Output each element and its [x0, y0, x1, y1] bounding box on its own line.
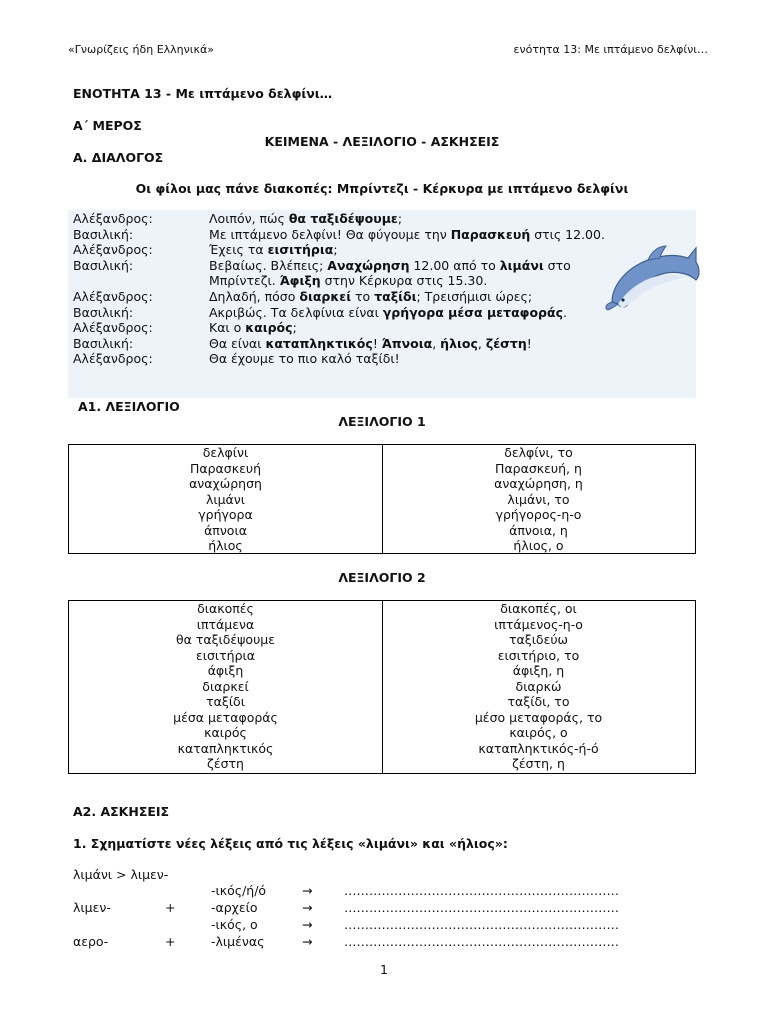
vocab1-table: [68, 444, 696, 554]
suffix: -ικός, ο: [211, 917, 258, 932]
vocab-cell: εισιτήρια: [196, 647, 255, 663]
arrow-icon: →: [302, 934, 313, 949]
key-word: ζέστη: [485, 335, 527, 351]
vocab-cell: καταπληκτικός: [177, 740, 274, 756]
vocab1-title: ΛΕΞΙΛΟΓΙΟ 1: [338, 414, 426, 429]
header-right: ενότητα 13: Με ιπτάμενο δελφίνι…: [513, 43, 708, 56]
vocab-cell: διακοπές: [197, 601, 254, 616]
dialog-heading: Α. ΔΙΑΛΟΓΟΣ: [73, 150, 164, 165]
vocab-cell: διαρκεί: [202, 678, 249, 694]
plus-sign: +: [165, 900, 176, 915]
dialog-fragment: Δηλαδή, πόσο: [209, 289, 300, 304]
dialog-text: [209, 242, 338, 258]
vocab1-forms-column: [382, 445, 695, 553]
dialog-fragment: .: [563, 304, 567, 320]
dialog-subtitle: Οι φίλοι μας πάνε διακοπές: Μπρίντεζι - Κέρκυρα με ιπτάμενο δελφίνι: [135, 181, 629, 196]
vocab-cell: μέσο μεταφοράς, το: [474, 709, 603, 725]
vocab-cell: διαρκώ: [515, 678, 562, 694]
speaker-name: Βασιλική:: [73, 304, 134, 320]
speaker-name: Αλέξανδρος:: [73, 351, 153, 367]
vocab-cell: ιπτάμενος-η-ο: [494, 616, 583, 632]
vocab-heading: Α1. ΛΕΞΙΛΟΓΙΟ: [78, 399, 180, 414]
part-heading: Α΄ ΜΕΡΟΣ: [73, 118, 142, 133]
key-word: ταξίδι: [374, 289, 417, 304]
vocab-cell: άφιξη, η: [512, 663, 565, 678]
vocab-cell: μέσα μεταφοράς: [173, 709, 278, 725]
dialog-text: [209, 227, 605, 243]
vocab-cell: καιρός: [204, 725, 247, 740]
vocab-cell: άφιξη: [207, 663, 244, 678]
vocab-cell: ταξίδι: [206, 694, 245, 709]
vocab2-words-column: [69, 601, 383, 773]
dialog-text: [209, 211, 402, 227]
vocab-cell: γρήγορος-η-ο: [495, 507, 582, 522]
dialog-fragment: ,: [432, 335, 441, 351]
arrow-icon: →: [302, 900, 313, 915]
dialog-fragment: Βεβαίως. Βλέπεις;: [209, 257, 328, 273]
vocab2-table: [68, 600, 696, 774]
vocab-cell: δελφίνι: [202, 445, 249, 460]
key-word: Άφιξη: [279, 273, 321, 289]
key-word: θα ταξιδέψουμε: [288, 211, 398, 226]
speaker-name: Βασιλική:: [73, 335, 134, 351]
key-word: διαρκεί: [299, 289, 352, 304]
vocab2-title: ΛΕΞΙΛΟΓΙΟ 2: [338, 570, 426, 585]
answer-blank[interactable]: …………………………………………………………: [344, 934, 619, 949]
dialog-fragment: ;: [397, 211, 403, 226]
vocab-cell: ταξιδεύω: [508, 632, 569, 647]
key-word: γρήγορα μέσα μεταφοράς: [382, 304, 563, 320]
speaker-name: Αλέξανδρος:: [73, 289, 153, 304]
dialog-fragment: ;: [292, 320, 297, 336]
vocab-cell: λιμάνι, το: [507, 491, 570, 507]
key-word: ήλιος: [440, 335, 478, 351]
dialog-fragment: Μπρίντεζι.: [209, 273, 280, 289]
speaker-name: Βασιλική:: [73, 226, 134, 242]
dialog-fragment: στις 12.00.: [530, 226, 605, 242]
dialog-text: [209, 320, 297, 336]
page-number: 1: [380, 962, 388, 977]
dialog-fragment: Ακριβώς. Τα δελφίνια είναι: [209, 304, 383, 320]
answer-blank[interactable]: …………………………………………………………: [344, 883, 619, 898]
vocab-cell: Παρασκευή: [189, 460, 261, 476]
vocab1-words-column: [69, 445, 383, 553]
vocab-cell: καταπληκτικός-ή-ό: [478, 740, 599, 756]
vocab-cell: λιμάνι: [205, 491, 246, 507]
vocab-cell: ήλιος: [208, 538, 243, 553]
speaker-name: Αλέξανδρος:: [73, 320, 153, 336]
vocab-cell: διακοπές, οι: [500, 601, 577, 616]
dialog-fragment: το: [351, 289, 375, 304]
suffix: -λιμένας: [211, 934, 265, 949]
vocab-cell: θα ταξιδέψουμε: [175, 632, 276, 647]
arrow-icon: →: [302, 917, 313, 932]
unit-title: ΕΝΟΤΗΤΑ 13 - Με ιπτάμενο δελφίνι…: [73, 86, 333, 101]
key-word: καταπληκτικός: [265, 335, 373, 351]
speaker-name: Αλέξανδρος:: [73, 242, 153, 258]
vocab-cell: ήλιος, ο: [513, 538, 564, 553]
dialog-text: [209, 273, 487, 289]
dialog-fragment: ,: [477, 335, 486, 351]
exercise1-intro: λιμάνι > λιμεν-: [73, 867, 169, 882]
key-word: Παρασκευή: [450, 226, 531, 242]
vocab-cell: άπνοια: [204, 522, 247, 538]
dialog-fragment: Λοιπόν, πώς: [209, 211, 289, 226]
suffix: -αρχείο: [211, 900, 258, 915]
vocab-cell: δελφίνι, το: [504, 445, 573, 460]
key-word: Άπνοια: [381, 335, 433, 351]
vocab-cell: αναχώρηση: [189, 476, 262, 491]
dialog-fragment: στην Κέρκυρα στις 15.30.: [320, 273, 488, 289]
dialog-text: [209, 305, 567, 321]
sections-heading: ΚΕΙΜΕΝΑ - ΛΕΞΙΛΟΓΙΟ - ΑΣΚΗΣΕΙΣ: [264, 134, 500, 149]
dialog-fragment: Με ιπτάμενο δελφίνι! Θα φύγουμε την: [209, 226, 451, 242]
dialog-fragment: 12.00 από το: [409, 257, 500, 273]
dialog-fragment: !: [526, 335, 532, 351]
dialog-fragment: Θα είναι: [209, 335, 266, 351]
vocab-cell: Παρασκευή, η: [495, 460, 582, 476]
answer-blank[interactable]: …………………………………………………………: [344, 900, 619, 915]
vocab-cell: ταξίδι, το: [507, 694, 570, 709]
speaker-name: Βασιλική:: [73, 257, 134, 273]
dialog-text: [209, 351, 400, 367]
key-word: εισιτήρια: [267, 242, 334, 258]
answer-blank[interactable]: …………………………………………………………: [344, 917, 619, 932]
vocab-cell: ζέστη: [207, 756, 244, 771]
vocab-cell: εισιτήριο, το: [497, 647, 580, 663]
dialog-text: [209, 289, 532, 305]
exercise1-title: 1. Σχηματίστε νέες λέξεις από τις λέξεις «λιμάνι» και «ήλιος»:: [73, 836, 508, 851]
dolphin-icon: [604, 238, 704, 314]
dialog-text: [209, 336, 532, 352]
vocab-cell: άπνοια, η: [509, 522, 568, 538]
key-word: λιμάνι: [499, 257, 544, 273]
vocab-cell: ζέστη, η: [512, 756, 565, 771]
speaker-name: Αλέξανδρος:: [73, 211, 153, 226]
dialog-fragment: ; Τρεισήμισι ώρες;: [416, 289, 533, 304]
vocab2-forms-column: [382, 601, 695, 773]
vocab-cell: ιπτάμενα: [196, 616, 255, 632]
vocab-cell: αναχώρηση, η: [494, 476, 583, 491]
vocab-cell: καιρός, ο: [509, 725, 568, 740]
dialog-fragment: ;: [333, 242, 338, 258]
word-stem: λιμεν-: [73, 900, 111, 915]
dialog-fragment: στο: [543, 257, 571, 273]
word-stem: αερο-: [73, 934, 109, 949]
header-left: «Γνωρίζεις ήδη Ελληνικά»: [68, 43, 214, 56]
suffix: -ικός/ή/ό: [211, 883, 267, 898]
dialog-fragment: Έχεις τα: [209, 242, 268, 258]
dialog-fragment: Θα έχουμε το πιο καλό ταξίδι!: [209, 351, 400, 367]
key-word: καιρός: [245, 320, 293, 336]
dialog-fragment: !: [372, 335, 382, 351]
arrow-icon: →: [302, 883, 313, 898]
plus-sign: +: [165, 934, 176, 949]
key-word: Αναχώρηση: [327, 257, 410, 273]
exercises-heading: Α2. ΑΣΚΗΣΕΙΣ: [73, 804, 170, 819]
dialog-text: [209, 258, 571, 274]
vocab-cell: γρήγορα: [198, 507, 253, 522]
dialog-fragment: Και ο: [209, 320, 246, 336]
